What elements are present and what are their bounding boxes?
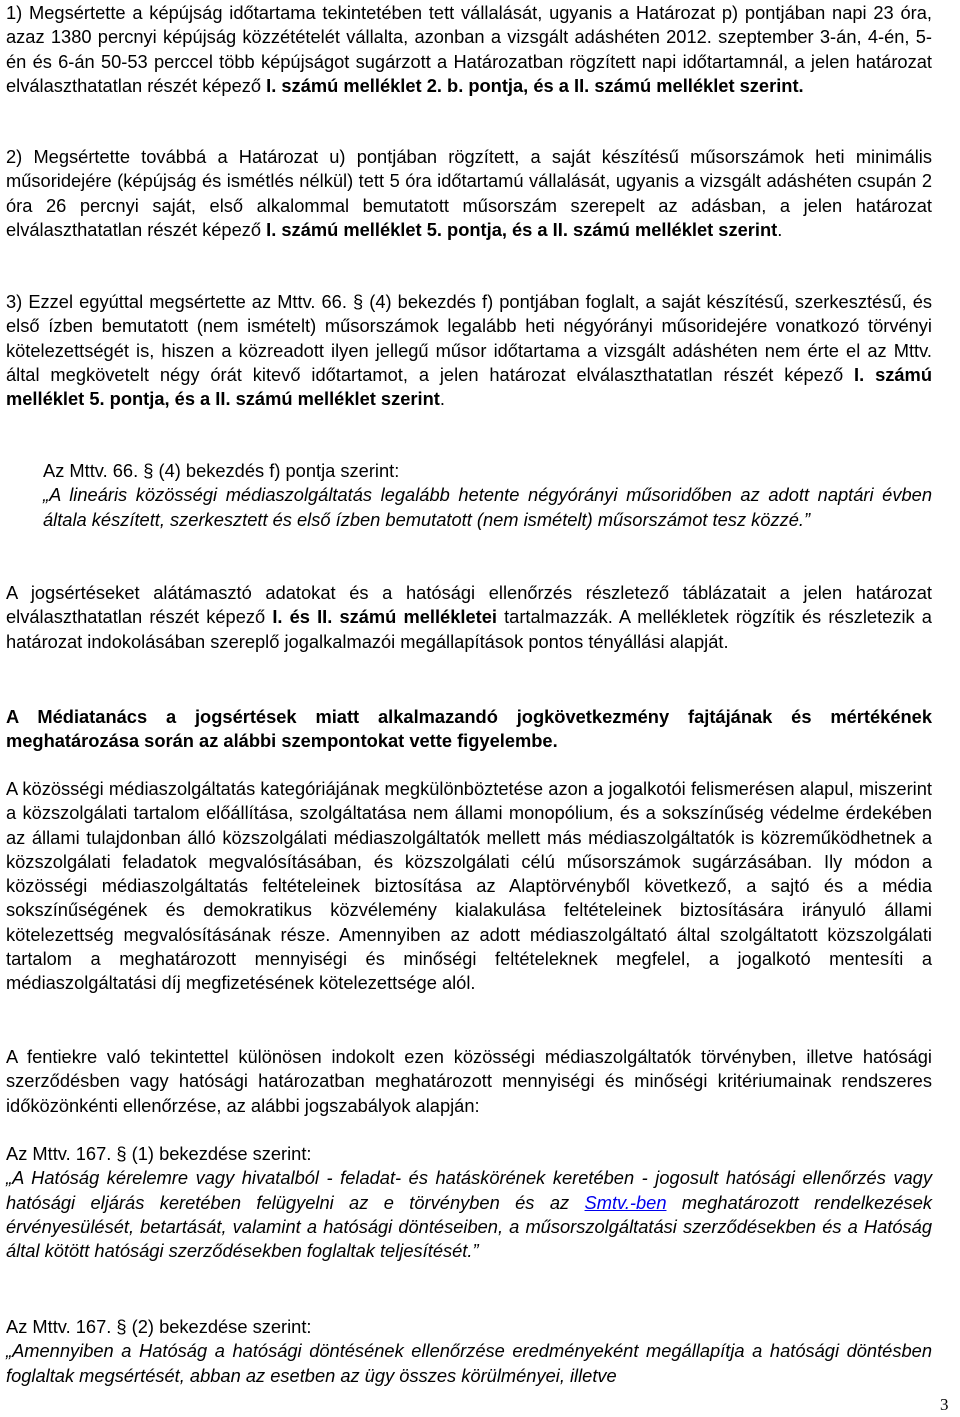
quote-heading: Az Mttv. 167. § (1) bekezdése szerint:	[6, 1143, 312, 1164]
paragraph-text-end: tartalmazzák. A mellékletek rögzítik és részletezik a határozat indokolásában szereplő jogalkalmazói megállapítások pontos tényállási alapját.	[6, 606, 932, 652]
annex-reference: I. számú melléklet 2. b. pontja, és a II. számú melléklet szerint.	[266, 74, 804, 96]
annex-reference: I. és II. számú mellékletei	[272, 606, 497, 628]
annex-reference: I. számú melléklet 5. pontja, és a II. számú melléklet szerint	[6, 363, 932, 410]
paragraph-end: .	[777, 218, 783, 240]
quote-heading: Az Mttv. 66. § (4) bekezdés f) pontja szerint:	[43, 460, 400, 481]
bold-statement: A Médiatanács a jogsértések miatt alkalmazandó jogkövetkezmény fajtájának és mértékének meghatározása során az alábbi szempontokat vette figyelembe.	[6, 706, 932, 752]
paragraph-text: A közösségi médiaszolgáltatás kategóriájának megkülönböztetése azon a jogalkotói felismerésen alapul, miszerint a közszolgálati tartalom előállítása, szolgáltatása nem állami monopólium, és a sokszínűség védelme érdekében az állami tulajdonban álló közszolgálati médiaszolgáltatók mellett más médiaszolgáltatók is közreműködhetnek a közszolgálati feladatok megvalósításában, és közszolgálati célú műsorszámok sugárzásában. Ily módon a közösségi médiaszolgáltatás feltételeinek biztosítása az Alaptörvényből következő, a sajtó és a média sokszínűségének és demokratikus közvélemény kialakulása feltételeinek biztosítására irányuló állami kötelezettség megvalósításának része. Amennyiben az adott médiaszolgáltató által szolgáltatott közszolgálati tartalom a meghatározott mennyiségi és minőségi feltételeknek megfelel, a jogalkotó mentesíti a médiaszolgáltatási díj megfizetésének kötelezettsége alól.	[6, 778, 932, 994]
paragraph-text: A jogsértéseket alátámasztó adatokat és a hatósági ellenőrzés részletező táblázatait a jelen határozat elválaszthatatlan részét képező	[6, 582, 932, 628]
quote-mttv-167-1	[6, 1142, 932, 1263]
quote-heading: Az Mttv. 167. § (2) bekezdése szerint:	[6, 1316, 312, 1337]
paragraph-violation-1	[6, 1, 932, 98]
paragraph-considerations	[6, 705, 932, 754]
quote-mttv-167-2	[6, 1315, 932, 1388]
paragraph-violation-2	[6, 145, 932, 242]
paragraph-annexes	[6, 581, 932, 654]
paragraph-text: 2) Megsértette továbbá a Határozat u) pontjában rögzített, a saját készítésű műsorszámok heti minimális műsoridejére (képújság és ismétlés nélkül) tett 5 óra időtartamú vállalását, ugyanis a vizsgált adáshéten csupán 2 óra 26 percnyi saját, első alkalommal bemutatott műsorszám szerepelt az adásban, a jelen határozat elválaszthatatlan részét képező	[6, 146, 932, 240]
paragraph-control	[6, 1045, 932, 1118]
quote-text: „A Hatóság kérelemre vagy hivatalból - feladat- és hatáskörének keretében - jogosult hatósági ellenőrzés vagy hatósági eljárás keretében felügyelni az e törvényben és az	[6, 1167, 932, 1213]
quote-mttv-66	[6, 459, 932, 532]
smtv-link[interactable]: Smtv.-ben	[584, 1191, 667, 1213]
page-number: 3	[940, 1395, 949, 1414]
quote-text: „Amennyiben a Hatóság a hatósági döntésének ellenőrzése eredményeként megállapítja a hatósági döntésben foglaltak megsértését, abban az esetben az ügy összes körülményei, illetve	[6, 1340, 932, 1386]
paragraph-text: 1) Megsértette a képújság időtartama tekintetében tett vállalását, ugyanis a Határozat p) pontjában napi 23 óra, azaz 1380 percnyi képújság közzétételét vállalta, azonban a vizsgált adáshéten 2012. szeptember 3-án, 4-én, 5-én és 6-án 50-53 perccel több képújságot sugárzott a Határozatban rögzített napi időtartamnál, a jelen határozat elválaszthatatlan részét képező	[6, 2, 932, 96]
quote-text-end: meghatározott rendelkezések érvényesülését, betartását, valamint a hatósági döntéseiben, a műsorszolgáltatási szerződésekben és a Hatóság által kötött hatósági szerződésekben foglaltak teljesítését.”	[6, 1191, 932, 1262]
paragraph-violation-3	[6, 290, 932, 411]
annex-reference: I. számú melléklet 5. pontja, és a II. számú melléklet szerint	[266, 218, 778, 240]
paragraph-text: A fentiekre való tekintettel különösen indokolt ezen közösségi médiaszolgáltatók törvényben, illetve hatósági szerződésben vagy hatósági határozatban meghatározott mennyiségi és minőségi kritériumainak rendszeres időközönkénti ellenőrzése, az alábbi jogszabályok alapján:	[6, 1046, 932, 1116]
paragraph-community-media	[6, 777, 932, 996]
paragraph-text: 3) Ezzel egyúttal megsértette az Mttv. 66. § (4) bekezdés f) pontjában foglalt, a saját készítésű, szerkesztésű, és első ízben bemutatott (nem ismételt) műsorszámok legalább heti négyórányi műsoridejére vonatkozó törvényi kötelezettségét is, hiszen a közreadott ilyen jellegű műsor időtartama a vizsgált adáshéten nem érte el az Mttv. által megkövetelt négy órát kitevő időtartamot, a jelen határozat elválaszthatatlan részét képező	[6, 291, 932, 385]
paragraph-end: .	[439, 388, 445, 410]
quote-text: „A lineáris közösségi médiaszolgáltatás legalább hetente négyórányi műsoridőben az adott naptári évben általa készített, szerkesztett és első ízben bemutatott (nem ismételt) műsorszámot tesz közzé.”	[43, 484, 932, 530]
